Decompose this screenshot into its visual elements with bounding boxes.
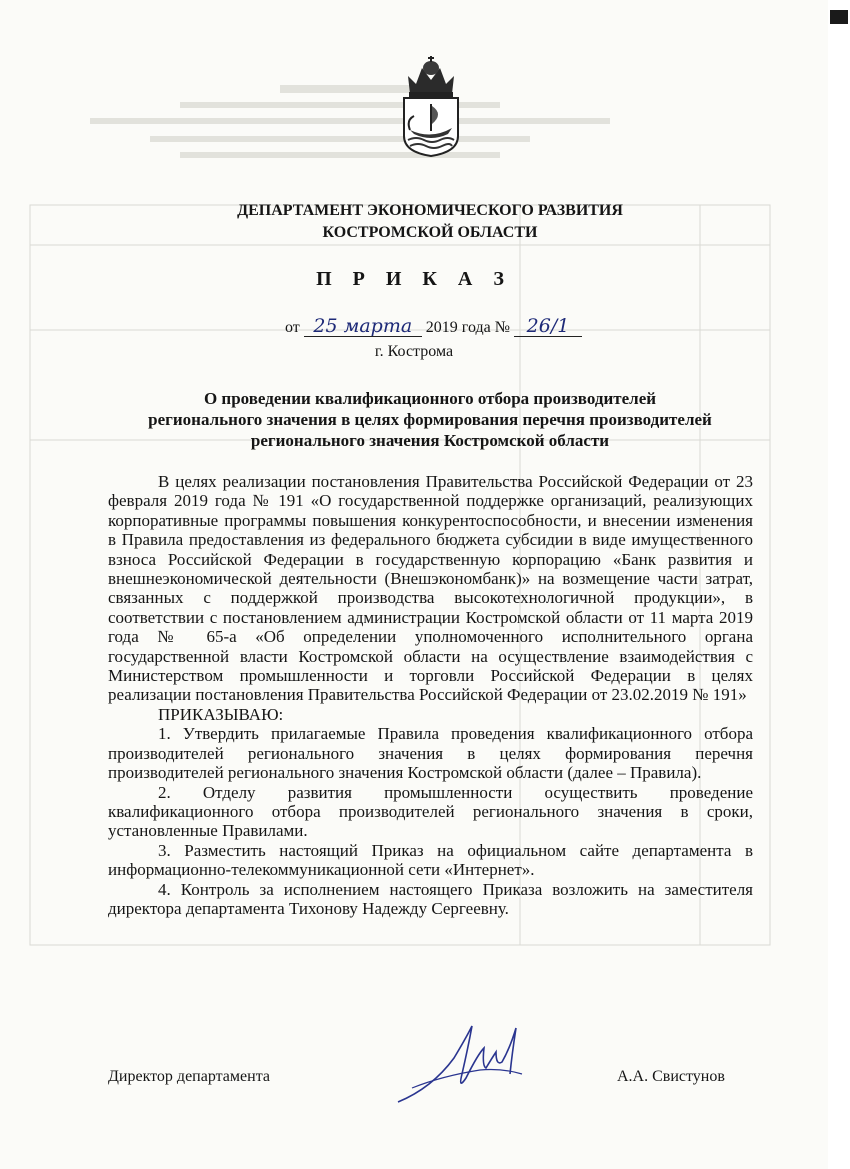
date-number-line bbox=[285, 316, 605, 338]
handwritten-signature bbox=[392, 1018, 532, 1108]
order-item-1: 1. Утвердить прилагаемые Правила проведения квалификационного отбора производителей регионального значения в целях формирования перечня производителей регионального значения Костромской области (далее – Правила). bbox=[108, 724, 753, 783]
order-item-3: 3. Разместить настоящий Приказ на официальном сайте департамента в информационно-телекоммуникационной сети «Интернет». bbox=[108, 840, 753, 880]
scan-edge bbox=[828, 0, 850, 1169]
department-line-2: КОСТРОМСКОЙ ОБЛАСТИ bbox=[322, 224, 538, 241]
order-item-2: 2. Отделу развития промышленности осуществить проведение квалификационного отбора производителей регионального значения в сроки, установленные Правилами. bbox=[108, 782, 753, 841]
department-name bbox=[150, 200, 710, 244]
handwritten-number: 26/1 bbox=[514, 316, 582, 337]
order-title-line-2: регионального значения в целях формирования перечня производителей bbox=[148, 410, 712, 429]
order-item-4: 4. Контроль за исполнением настоящего Приказа возложить на заместителя директора департамента Тихонову Надежду Сергеевну. bbox=[108, 879, 753, 918]
signatory-position: Директор департамента bbox=[108, 1068, 270, 1085]
city-label: г. Кострома bbox=[374, 343, 454, 360]
preamble-paragraph: В целях реализации постановления Правительства Российской Федерации от 23 февраля 2019 года № 191 «О государственной поддержке организаций, реализующих корпоративные программы повышения конкурентоспособности, и внесении изменения в Правила предоставления из федерального бюджета субсидии в виде имущественного взноса Российской Федерации в государственную корпорацию «Банк развития и внешнеэкономической деятельности (Внешэкономбанк)» на возмещение части затрат, связанных с поддержкой производства высокотехнологичной продукции», в соответствии с постановлением администрации Костромской области от 11 марта 2019 года № 65-а «Об определении уполномоченного исполнительного органа государственной власти Костромской области на осуществление взаимодействия с Министерством промышленности и торговли Российской Федерации в целях реализации постановления Правительства Российской Федерации от 23.02.2019 № 191» bbox=[108, 472, 753, 705]
date-prefix: от bbox=[285, 319, 300, 336]
order-title-line-1: О проведении квалификационного отбора производителей bbox=[203, 389, 657, 408]
order-body bbox=[108, 472, 753, 918]
order-keyword: ПРИКАЗЫВАЮ: bbox=[158, 704, 284, 724]
scan-edge-mark bbox=[830, 10, 848, 24]
date-year: 2019 года № bbox=[425, 319, 510, 336]
handwritten-date: 25 марта bbox=[304, 316, 422, 337]
document-type-heading: П Р И К А З bbox=[316, 268, 512, 290]
order-title-line-3: регионального значения Костромской области bbox=[250, 431, 610, 450]
department-line-1: ДЕПАРТАМЕНТ ЭКОНОМИЧЕСКОГО РАЗВИТИЯ bbox=[237, 202, 623, 219]
order-title bbox=[100, 388, 760, 451]
kostroma-coat-of-arms-icon bbox=[396, 54, 466, 158]
signatory-name: А.А. Свистунов bbox=[617, 1068, 725, 1085]
